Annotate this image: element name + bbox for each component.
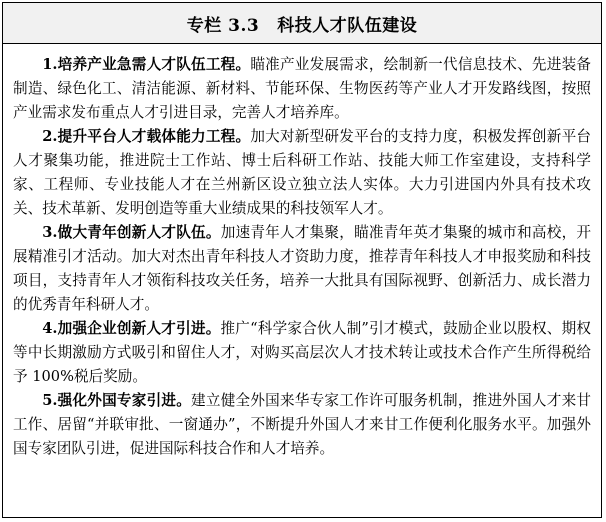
item-3 [13,221,591,317]
column-box [2,2,602,518]
column-title-bar [3,3,601,44]
item-5 [13,389,591,461]
item-5-heading: 5.强化外国专家引进。 [42,392,192,409]
item-3-heading: 3.做大青年创新人才队伍。 [42,224,221,241]
item-4-body: 推广“科学家合伙人制”引才模式，鼓励企业以股权、期权等中长期激励方式吸引和留住人才，对购买高层次人才技术转让或技术合作产生所得税给予 100%税后奖励。 [13,320,591,385]
column-label: 专栏 3.3 [186,15,260,36]
item-1-body: 瞄准产业发展需求，绘制新一代信息技术、先进装备制造、绿色化工、清洁能源、新材料、节能环保、生物医药等产业人才开发路线图，按照产业需求发布重点人才引进目录，完善人才培养库。 [13,56,591,121]
item-2-heading: 2.提升平台人才载体能力工程。 [42,128,251,145]
item-4 [13,317,591,389]
item-3-body: 加速青年人才集聚，瞄准青年英才集聚的城市和高校，开展精准引才活动。加大对杰出青年科技人才资助力度，推荐青年科技人才申报奖励和科技项目，支持青年人才领衔科技攻关任务，培养一大批具有国际视野、创新活力、成长潜力的优秀青年科研人才。 [13,224,591,313]
item-1-heading: 1.培养产业急需人才队伍工程。 [42,56,251,73]
item-2 [13,125,591,221]
column-content [3,44,601,461]
item-4-heading: 4.加强企业创新人才引进。 [42,320,221,337]
item-1 [13,53,591,125]
item-5-body: 建立健全外国来华专家工作许可服务机制，推进外国人才来甘工作、居留“并联审批、一窗通办”，不断提升外国人才来甘工作便利化服务水平。加强外国专家团队引进，促进国际科技合作和人才培养。 [13,392,591,457]
column-title: 科技人才队伍建设 [277,15,418,36]
item-2-body: 加大对新型研发平台的支持力度，积极发挥创新平台人才聚集功能，推进院士工作站、博士后科研工作站、技能大师工作室建设，支持科学家、工程师、专业技能人才在兰州新区设立独立法人实体。大力引进国内外具有技术攻关、技术革新、发明创造等重大业绩成果的科技领军人才。 [13,128,591,217]
